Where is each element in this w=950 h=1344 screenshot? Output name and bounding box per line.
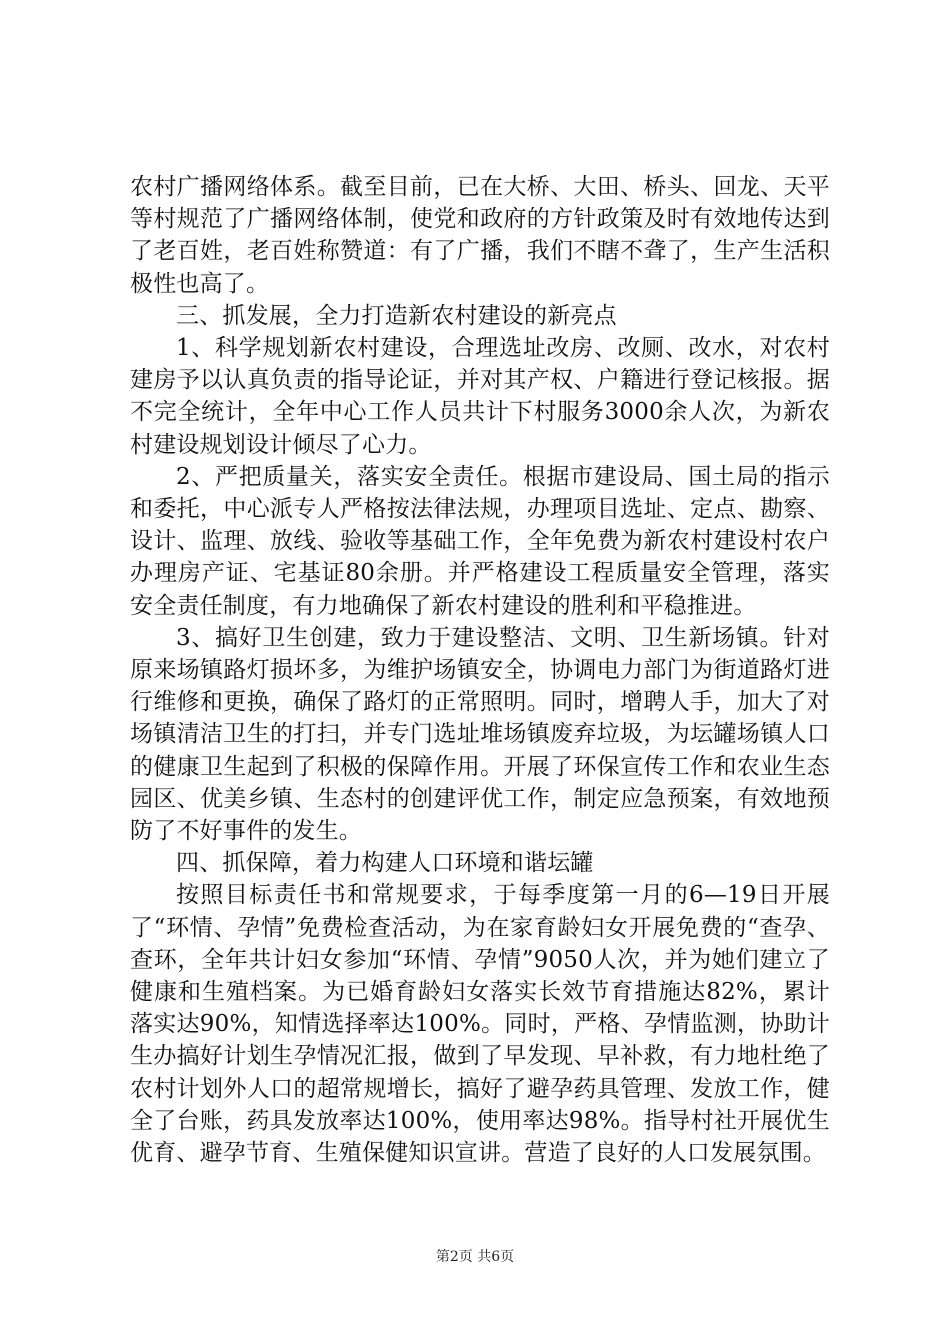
paragraph-continuation: 农村广播网络体系。截至目前，已在大桥、大田、桥头、回龙、天平等村规范了广播网络体制，使党和政府的方针政策及时有效地传达到了老百姓，老百姓称赞道：有了广播，我们不瞎不聋了，生产生活积极性也高了。: [130, 174, 830, 297]
section-heading-development: 三、抓发展，全力打造新农村建设的新亮点: [176, 302, 617, 329]
paragraph-family-planning: 按照目标责任书和常规要求，于每季度第一月的6—19日开展了“环情、孕情”免费检查活动，为在家育龄妇女开展免费的“查孕、查环，全年共计妇女参加“环情、孕情”9050人次，并为她们建立了健康和生殖档案。为已婚育龄妇女落实长效节育措施达82%，累计落实达90%，知情选择率达100%。同时，严格、孕情监测，协助计生办搞好计划生孕情况汇报，做到了早发现、早补救，有力地杜绝了农村计划外人口的超常规增长，搞好了避孕药具管理、发放工作，健全了台账，药具发放率达100%，使用率达98%。指导村社开展优生优育、避孕节育、生殖保健知识宣讲。营造了良好的人口发展氛围。: [130, 882, 830, 1167]
document-body: [130, 171, 830, 1169]
paragraph-sanitation: 3、搞好卫生创建，致力于建设整洁、文明、卫生新场镇。针对原来场镇路灯损坏多，为维护场镇安全，协调电力部门为街道路灯进行维修和更换，确保了路灯的正常照明。同时，增聘人手，加大了对场镇清洁卫生的打扫，并专门选址堆场镇废弃垃圾，为坛罐场镇人口的健康卫生起到了积极的保障作用。开展了环保宣传工作和农业生态园区、优美乡镇、生态村的创建评优工作，制定应急预案，有效地预防了不好事件的发生。: [130, 624, 830, 845]
page-number-footer: 第2页 共6页: [435, 1249, 515, 1265]
section-heading-guarantee: 四、抓保障，着力构建人口环境和谐坛罐: [176, 850, 594, 877]
paragraph-quality: 2、严把质量关，落实安全责任。根据市建设局、国土局的指示和委托，中心派专人严格按法律法规，办理项目选址、定点、勘察、设计、监理、放线、验收等基础工作，全年免费为新农村建设村农户办理房产证、宅基证80余册。并严格建设工程质量安全管理，落实安全责任制度，有力地确保了新农村建设的胜利和平稳推进。: [130, 463, 830, 619]
paragraph-planning: 1、科学规划新农村建设，合理选址改房、改厕、改水，对农村建房予以认真负责的指导论证，并对其产权、户籍进行登记核报。据不完全统计，全年中心工作人员共计下村服务3000余人次，为新农村建设规划设计倾尽了心力。: [130, 335, 830, 458]
